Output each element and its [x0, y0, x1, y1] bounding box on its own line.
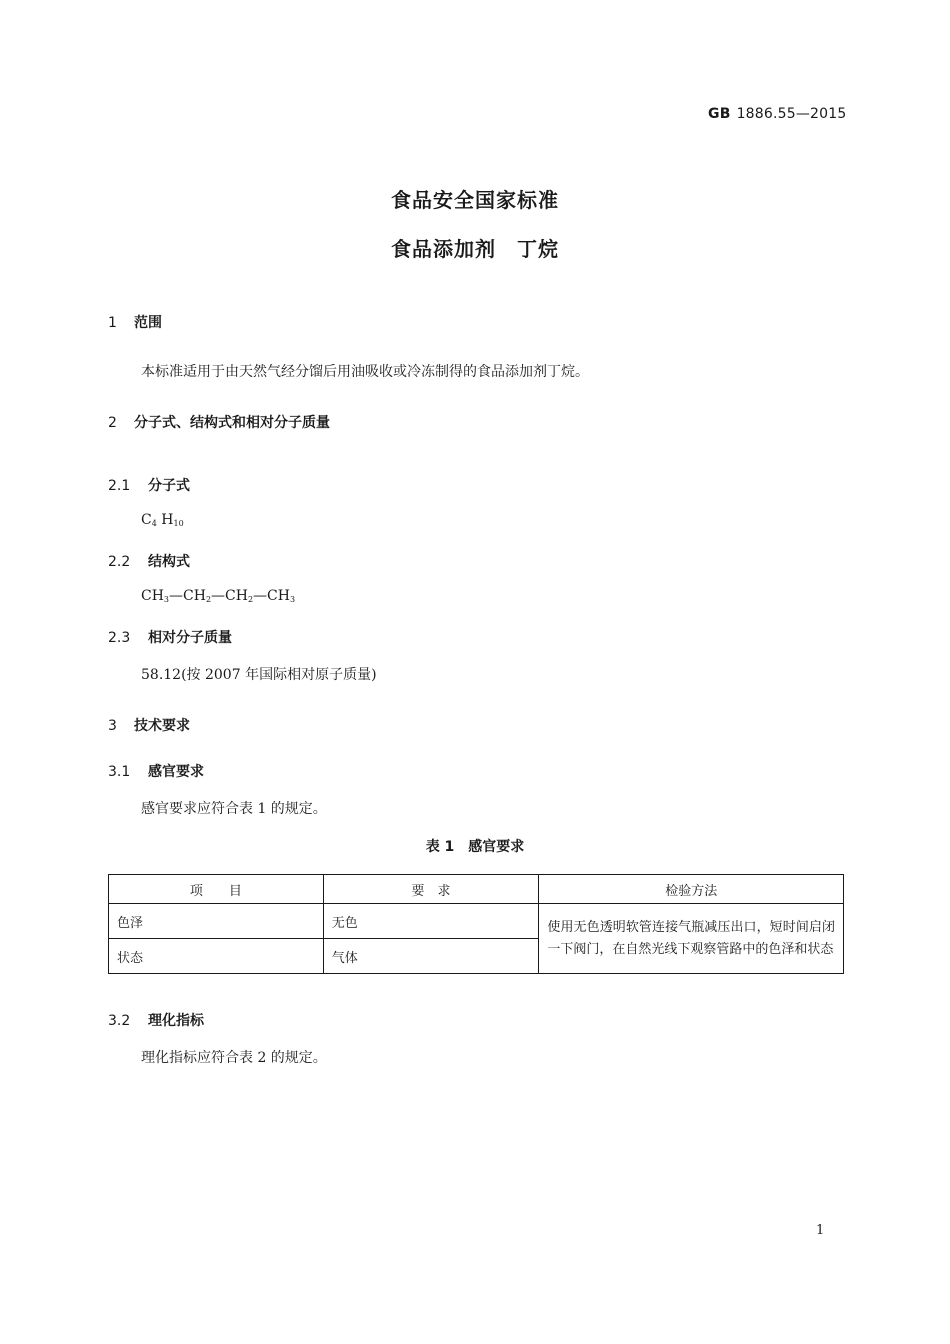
section-3-1-text: 感官要求应符合表 1 的规定。 — [141, 801, 327, 817]
section-3-heading — [108, 715, 190, 735]
table-row — [109, 904, 844, 939]
standard-number: 1886.55—2015 — [736, 106, 847, 122]
structure-subscript: 3 — [163, 595, 170, 604]
section-2-1-heading — [108, 475, 190, 495]
section-1-heading — [108, 312, 162, 332]
structure-subscript: 3 — [289, 595, 296, 604]
formula-subscript: 10 — [173, 519, 184, 528]
structure-bond: — — [169, 588, 184, 604]
section-2-heading — [108, 412, 330, 432]
section-title: 相对分子质量 — [148, 630, 232, 646]
standard-prefix: GB — [708, 106, 731, 122]
section-3-1-heading — [108, 761, 204, 781]
section-2-2-heading — [108, 551, 190, 571]
structure-subscript: 2 — [247, 595, 254, 604]
formula-subscript: 4 — [151, 519, 157, 528]
structure-group: CH — [141, 588, 164, 604]
section-number: 3.1 — [108, 764, 131, 780]
structure-bond: — — [253, 588, 268, 604]
sensory-requirements-table — [108, 874, 844, 974]
section-number: 2.2 — [108, 554, 131, 570]
section-2-3-heading — [108, 627, 232, 647]
section-3-2-heading — [108, 1010, 204, 1030]
formula-element: H — [161, 512, 174, 528]
table-header-row — [109, 875, 844, 904]
standard-code — [708, 106, 847, 122]
table-cell-requirement: 无色 — [323, 904, 539, 939]
molecular-formula — [141, 512, 184, 528]
document-title-line1: 食品安全国家标准 — [391, 188, 559, 212]
table-header-cell: 检验方法 — [539, 875, 844, 904]
section-1-text: 本标准适用于由天然气经分馏后用油吸收或冷冻制得的食品添加剂丁烷。 — [141, 364, 589, 380]
section-number: 1 — [108, 315, 117, 331]
section-number: 2 — [108, 415, 117, 431]
section-title: 分子式 — [148, 478, 190, 494]
section-number: 2.1 — [108, 478, 131, 494]
section-title: 技术要求 — [134, 718, 190, 734]
table-cell-item: 色泽 — [109, 904, 324, 939]
table-cell-method: 使用无色透明软管连接气瓶减压出口，短时间启闭一下阀门，在自然光线下观察管路中的色泽和状态 — [539, 904, 844, 974]
structure-bond: — — [211, 588, 226, 604]
section-2-3-text: 58.12(按 2007 年国际相对原子质量) — [141, 667, 377, 683]
structural-formula — [141, 588, 295, 604]
section-title: 分子式、结构式和相对分子质量 — [134, 415, 330, 431]
table-cell-requirement: 气体 — [323, 939, 539, 974]
structure-group: CH — [183, 588, 206, 604]
section-number: 3 — [108, 718, 117, 734]
structure-group: CH — [267, 588, 290, 604]
page-number: 1 — [816, 1223, 825, 1238]
table-header-cell: 项 目 — [109, 875, 324, 904]
section-3-2-text: 理化指标应符合表 2 的规定。 — [141, 1050, 327, 1066]
section-number: 2.3 — [108, 630, 131, 646]
structure-group: CH — [225, 588, 248, 604]
section-title: 感官要求 — [148, 764, 204, 780]
table-cell-item: 状态 — [109, 939, 324, 974]
table-1-caption: 表 1 感官要求 — [425, 839, 525, 855]
structure-subscript: 2 — [205, 595, 212, 604]
document-title-line2: 食品添加剂 丁烷 — [391, 237, 559, 261]
section-title: 结构式 — [148, 554, 190, 570]
table-header-cell: 要 求 — [323, 875, 539, 904]
formula-element: C — [141, 512, 152, 528]
section-title: 理化指标 — [148, 1013, 204, 1029]
section-number: 3.2 — [108, 1013, 131, 1029]
section-title: 范围 — [134, 315, 162, 331]
